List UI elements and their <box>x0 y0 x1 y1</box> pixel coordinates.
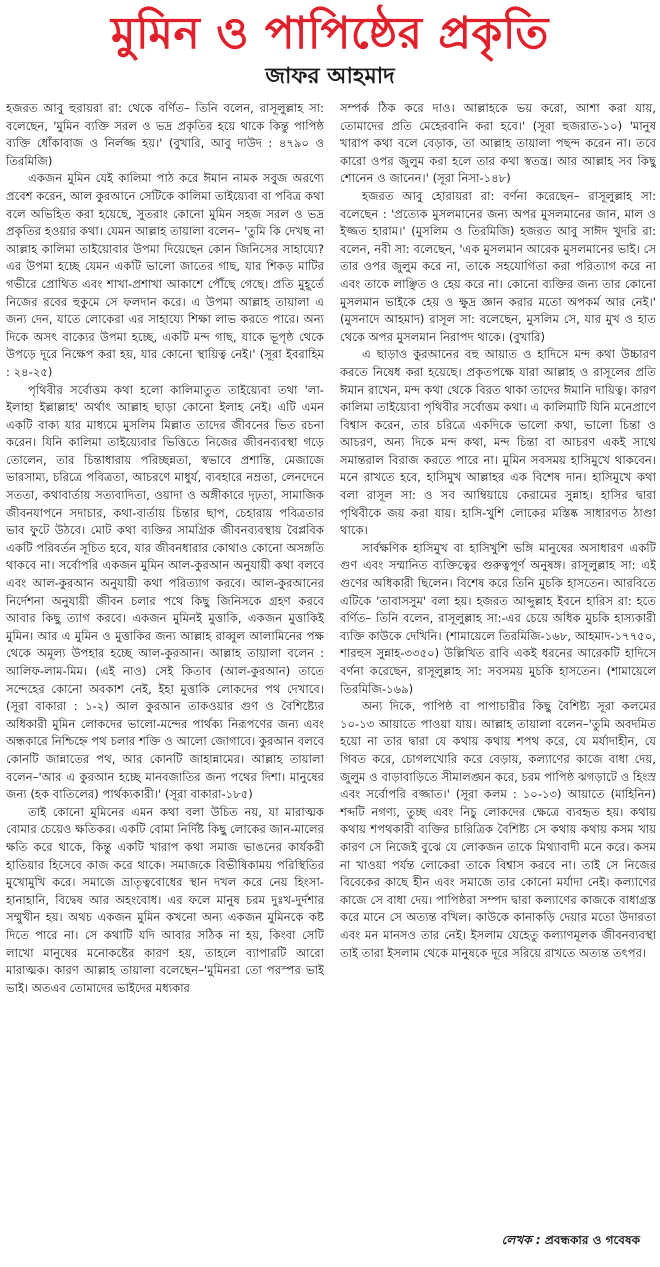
paragraph: সম্পর্ক ঠিক করে দাও। আল্লাহকে ভয় করো, আশা করা যায়, তোমাদের প্রতি মেহেরবানি করা হবে।' (সূরা হুজরাত-১০) 'মানুষ খারাপ কথা বলে বেড়াক, তা আল্লাহ তায়ালা পছন্দ করেন না। তবে কারো ওপর জুলুম করা হলে তার কথা স্বতন্ত্র। আর আল্লাহ সব কিছু শোনেন ও জানেন।' (সূরা নিসা-১৪৮) <box>340 101 656 186</box>
paragraph: তাই কোনো মুমিনের এমন কথা বলা উচিত নয়, যা মারাত্মক বোমার চেয়েও ক্ষতিকর। একটি বোমা নির্দিষ্ট কিছু লোকের জান-মালের ক্ষতি করে থাকে, কিন্তু একটি খারাপ কথা সমাজ ভাঙনের কার্যকরী হাতিয়ার হিসেবে কাজ করে থাকে। সমাজকে বিভীষিকাময় পরিস্থিতির মুখোমুখি করে। সমাজে ভ্রাতৃত্ববোধের স্থান দখল করে নেয় হিংসা-হানাহানি, বিদ্বেষ আর অহংবোধ। এর ফলে মানুষ চরম দুঃখ-দুর্দশার সম্মুখীন হয়। অথচ একজন মুমিন কখনো অন্য একজন মুমিনকে কষ্ট দিতে পারে না। সে কথাটি যদি আবার সঠিক না হয়, কিংবা সেটি লাখো মানুষের মনোকষ্টের কারণ হয়, তাহলে ব্যাপারটি আরো মারাত্মক। কারণ আল্লাহ তায়ালা বলেছেন–'মুমিনরা তো পরস্পর ভাই ভাই। অতএব তোমাদের ভাইদের মধ্যকার <box>6 804 324 995</box>
paragraph: পৃথিবীর সর্বোত্তম কথা হলো কালিমাতুত তাইয়্যেবা তথা 'লা-ইলাহা ইল্লাল্লাহ' অর্থাৎ আল্লাহ ছাড়া কোনো ইলাহ নেই। এটি এমন একটি বাক্য যার মাধ্যমে মুসলিম মিল্লাত তাদের জীবনের ভিত রচনা করেন। যিনি কালিমা তাইয়্যেবার ভিত্তিতে নিজের জীবনব্যবস্থা গড়ে তোলেন, তার চিন্তাধারায় পরিচ্ছন্নতা, স্বভাবে প্রশান্তি, মেজাজে ভারসাম্য, চরিত্রে পবিত্রতা, আচরণে মাধুর্য, ব্যবহারে নম্রতা, লেনদেনে সততা, কথাবার্তায় সত্যবাদিতা, ওয়াদা ও অঙ্গীকারে দৃঢ়তা, সামাজিক জীবনযাপনে সদাচার, কথা-বার্তায় চিন্তার ছাপ, চেহারায় পবিত্রতার ভাব ফুটে উঠবে। মোট কথা ব্যক্তির সামগ্রিক জীবনব্যবস্থায় বৈপ্লবিক একটি পরিবর্তন সূচিত হবে, যার জীবনধারার কোথাও কোনো অসঙ্গতি থাকবে না। সর্বোপরি একজন মুমিন আল-কুরআন অনুযায়ী কথা বলবে এবং আল-কুরআন অনুযায়ী কথা পরিত্যাগ করবে। আল-কুরআনের নির্দেশনা অনুযায়ী জীবন চলার পথে কিছু জিনিসকে গ্রহণ করবে আবার কিছু ত্যাগ করবে। একজন মুমিনই মুত্তাকি, একজন মুত্তাকিই মুমিন। আর এ মুমিন ও মুত্তাকির জন্য আল্লাহ রাব্বুল আলামিনের পক্ষ থেকে অমূল্য উপহার হচ্ছে আল-কুরআন। আল্লাহ তায়ালা বলেন : আলিফ-লাম-মিম। (এই নাও) সেই কিতাব (আল-কুরআন) তাতে সন্দেহের কোনো অবকাশ নেই, ইহা মুত্তাকি লোকদের পথ দেখাবে। (সূরা বাকারা : ১-২) আল কুরআন তাকওয়ার গুণ ও বৈশিষ্ট্যের অধিকারী মুমিন লোকদের ভালো-মন্দের পার্থক্য নিরূপণের জন্য এবং অন্ধকারে নিশ্চিহ্নে পথ চলার শক্তি ও আলো জোগাবে। কুরআন বলবে কোনটি জান্নাতের পথ, আর কোনটি জাহান্নামের। আল্লাহ তায়ালা বলেন–'আর এ কুরআন হচ্ছে মানবজাতির জন্য পথের দিশা। মানুষের জন্য (হক বাতিলের) পার্থক্যকারী।' (সূরা বাকারা-১৮৫) <box>6 382 324 802</box>
byline-text: প্রবন্ধকার ও গবেষক <box>544 1233 640 1247</box>
paragraph: হজরত আবু হোরায়রা রা: বর্ণনা করেছেন– রাসূলুল্লাহ সা: বলেছেন : 'প্রত্যেক মুসলমানের জন্য অপর মুসলমানের জান, মাল ও ইজ্জত হারাম।' (মুসলিম ও তিরমিজি) হজরত আবু সাঈদ খুদরি রা: বলেন, নবী সা: বলেছেন, 'এক মুসলমান আরেক মুসলমানের ভাই। সে তার ওপর জুলুম করে না, তাকে সহযোগিতা করা পরিত্যাগ করে না এবং তাকে লাঞ্ছিত ও হেয় করে না। কোনো ব্যক্তির জন্য তার কোনো মুসলমান ভাইকে হেয় ও ক্ষুদ্র জ্ঞান করার মতো অপকর্ম আর নেই।' (মুসনাদে আহমাদ) রাসূল সা: বলেছেন, মুসলিম সে, যার মুখ ও হাত থেকে অপর মুসলমান নিরাপদ থাকে। (বুখারি) <box>340 188 656 344</box>
right-column <box>340 100 656 1225</box>
paragraph: অন্য দিকে, পাপিষ্ঠ বা পাপাচারীর কিছু বৈশিষ্ট্য সূরা কলমের ১০-১৩ আয়াতে পাওয়া যায়। আল্লাহ তায়ালা বলেন–'তুমি অবদমিত হয়ো না তার দ্বারা যে কথায় কথায় শপথ করে, যে মর্যাদাহীন, যে গিবত করে, চোগলখোরি করে বেড়ায়, কল্যাণের কাজে বাধা দেয়, জুলুম ও বাড়াবাড়িতে সীমালঙ্ঘন করে, চরম পাপিষ্ঠ ঝগড়াটে ও হিংস্র এবং সর্বোপরি বজ্জাত।' (সূরা কলম : ১০-১৩) আয়াতে (মাহিনিন) শব্দটি নগণ্য, তুচ্ছ এবং নিচু লোকদের ক্ষেত্রে ব্যবহৃত হয়। কথায় কথায় শপথকারী ব্যক্তির চারিত্রিক বৈশিষ্ট্য সে কথায় কথায় কসম খায় কারণ সে নিজেই বুঝে যে লোকজন তাকে মিথ্যাবাদী মনে করে। কসম না খাওয়া পর্যন্ত লোকেরা তাকে বিশ্বাস করবে না। তাই সে নিজের বিবেকের কাছে হীন এবং সমাজে তার কোনো মর্যাদা নেই। কল্যাণের কাজে সে বাধা দেয়। পাপিষ্ঠরা সম্পদ দ্বারা কল্যাণের কাজকে বাধাগ্রস্ত করে মানে সে অত্যন্ত বখিল। কাউকে কানাকড়ি দেয়ার মতো উদারতা এবং মন মানসও তার নেই। ইসলাম যেহেতু কল্যাণমূলক জীবনব্যবস্থা তাই তারা ইসলাম থেকে মানুষকে দূরে সরিয়ে রাখতে অত্যন্ত তৎপর। <box>340 699 656 960</box>
byline <box>502 1232 640 1252</box>
author-name: জাফর আহমাদ <box>265 64 395 89</box>
byline-label: লেখক : <box>501 1233 541 1247</box>
left-column <box>6 100 324 1225</box>
paragraph: একজন মুমিন যেই কালিমা পাঠ করে ঈমান নামক সবুজ অরণ্যে প্রবেশ করেন, আল কুরআনে সেটিকে কালিমা তাইয়্যেবা বা পবিত্র কথা বলে অভিহিত করা হয়েছে, সুতরাং কোনো মুমিন সহজ সরল ও ভদ্র প্রকৃতির হওয়ার কথা। যেমন আল্লাহ তায়ালা বলেন– 'তুমি কি দেখছ না আল্লাহ কালিমা তাইয়োবার উপমা দিয়েছেন কোন জিনিসের সাহায্যে? এর উপমা হচ্ছে যেমন একটি ভালো জাতের গাছ, যার শিকড় মাটির গভীরে প্রোথিত এবং শাখা-প্রশাখা আকাশে পৌঁছে গেছে। প্রতি মুহূর্তে নিজের রবের হুকুমে সে ফলদান করে। এ উপমা আল্লাহ তায়ালা এ জন্য দেন, যাতে লোকেরা এর সাহায্যে শিক্ষা লাভ করতে পারে। অন্য দিকে অসৎ বাক্যের উপমা হচ্ছে, একটি মন্দ গাছ, যাকে ভূপৃষ্ঠ থেকে উপড়ে দূরে নিক্ষেপ করা হয়, যার কোনো স্থায়িত্ব নেই।' (সূরা ইবরাহিম : ২৪-২৫) <box>6 171 324 379</box>
paragraph: সার্বক্ষণিক হাসিমুখ বা হাসিখুশি ভঙ্গি মানুষের অসাধারণ একটি গুণ এবং সম্মানিত ব্যক্তিত্বের গুরুত্বপূর্ণ অনুষঙ্গ। রাসূলুল্লাহ সা: এই গুণের অধিকারী ছিলেন। বিশেষ করে তিনি মুচকি হাসতেন। আরবিতে এটিকে 'তাবাসসুম' বলা হয়। হজরত আব্দুল্লাহ ইবনে হারিস রা: হতে বর্ণিত– তিনি বলেন, রাসূলুল্লাহ সা:-এর চেয়ে অধিক মুচকি হাস্যকারী ব্যক্তি কাউকে দেখিনি। (শামায়েলে তিরমিজি-১৬৮, আহমাদ-১৭৭৫০, শারহুস সুন্নাহ-৩৩৫০) উল্লিখিত রাবি একই ধরনের আরেকটি হাদিসে বর্ণনা করেছেন, রাসূলুল্লাহ সা: সবসময় মুচকি হাসতেন। (শামায়েলে তিরমিজি-১৬৯) <box>340 540 656 696</box>
article-title: মুমিন ও পাপিষ্ঠের প্রকৃতি <box>111 8 549 59</box>
paragraph: এ ছাড়াও কুরআনের বহু আয়াত ও হাদিসে মন্দ কথা উচ্চারণ করতে নিষেধ করা হয়েছে। প্রকৃতপক্ষে যারা আল্লাহ ও রাসূলের প্রতি ঈমান রাখেন, মন্দ কথা থেকে বিরত থাকা তাদের ঈমানি দায়িত্ব। কারণ কালিমা তাইয়্যেবা পৃথিবীর সর্বোত্তম কথা। এ কালিমাটি যিনি মনেপ্রাণে বিশ্বাস করেন, তার চরিত্রে একদিকে ভালো কথা, ভালো চিন্তা ও আচরণ, অন্য দিকে মন্দ কথা, মন্দ চিন্তা বা আচরণ একই সাথে সমান্তরাল বিরাজ করতে পারে না। মুমিন সবসময় হাসিমুখে থাকবেন। মনে রাখতে হবে, হাসিমুখ আল্লাহর এক বিশেষ দান। হাসিমুখে কথা বলা রাসূল সা: ও সব আম্বিয়ায়ে কেরামের সুন্নাহ। হাসির দ্বারা পৃথিবীকে জয় করা যায়। হাসি-খুশি লোকের মস্তিষ্ক সাধারণত ঠাণ্ডা থাকে। <box>340 347 656 538</box>
paragraph: হজরত আবু হুরায়রা রা: থেকে বর্ণিত– তিনি বলেন, রাসূলুল্লাহ সা: বলেছেন, 'মুমিন ব্যক্তি সরল ও ভদ্র প্রকৃতির হয়ে থাকে কিন্তু পাপিষ্ঠ ব্যক্তি ধোঁকাবাজ ও নির্লজ্জ হয়।' (বুখারি, আবু দাউদ : ৪৭৯০ ও তিরমিজি) <box>6 101 324 168</box>
